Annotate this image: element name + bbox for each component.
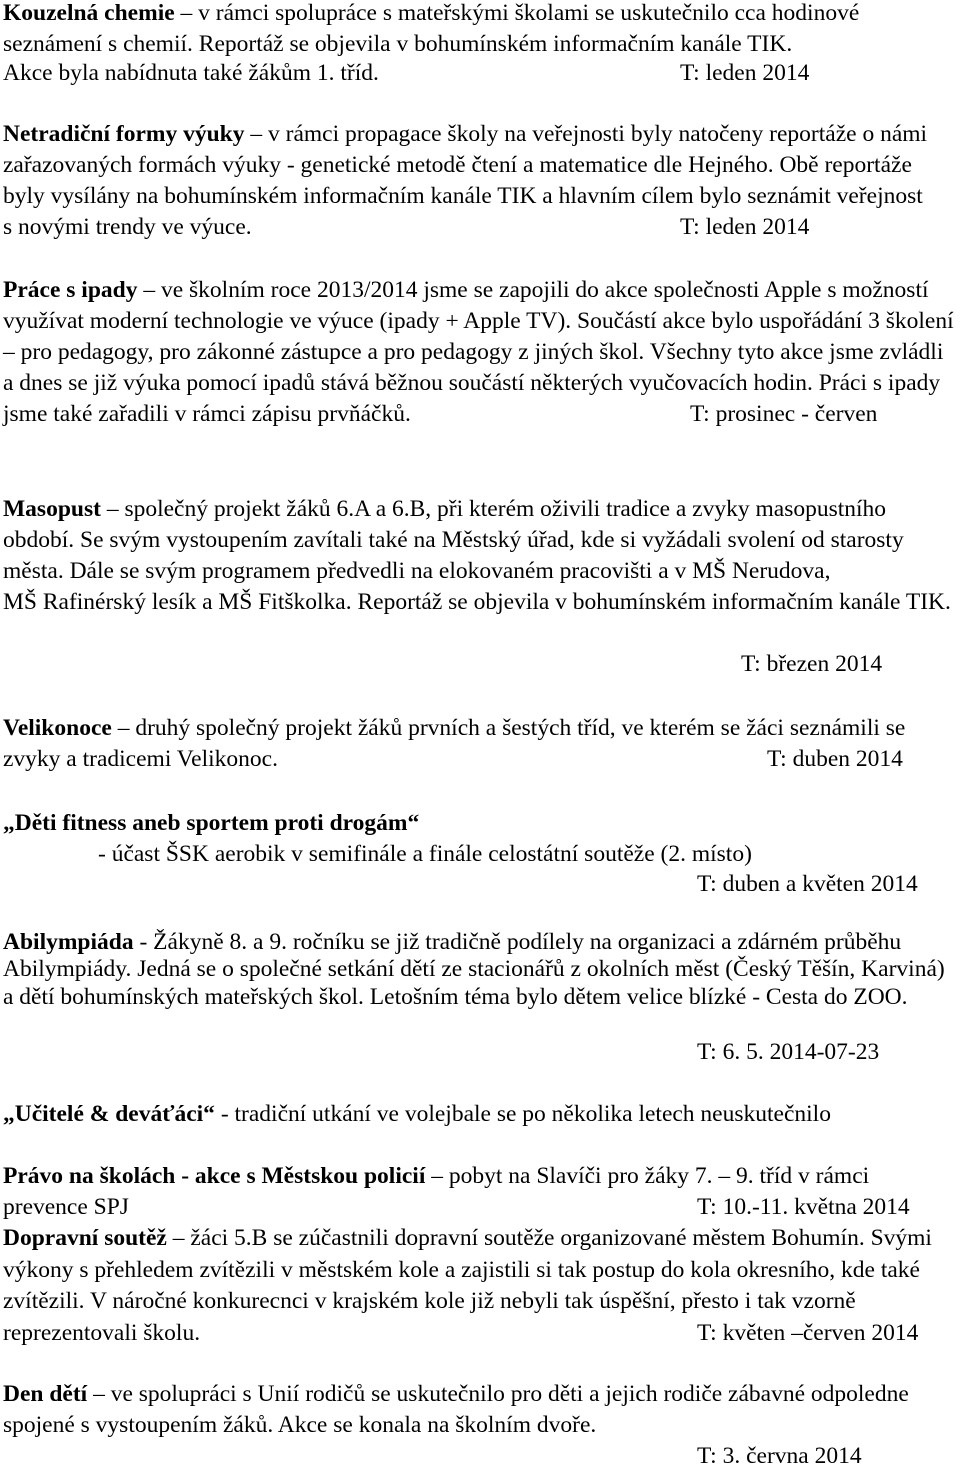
paragraph-line: a dnes se již výuka pomocí ipadů stává běžnou součástí některých vyučovacích hodin. Práci s ipady — [3, 370, 941, 396]
term-date: T: květen –červen 2014 — [697, 1320, 919, 1346]
paragraph-line: Abilympiády. Jedná se o společné setkání dětí ze stacionářů z okolních měst (Český Těšín, Karviná) — [3, 956, 945, 982]
section-title: Netradiční formy výuky — [3, 121, 245, 147]
paragraph-line: města. Dále se svým programem předvedli na elokovaném pracovišti a v MŠ Nerudova, — [3, 558, 831, 584]
section-title: Velikonoce — [3, 715, 112, 741]
section-text: – druhý společný projekt žáků prvních a šestých tříd, ve kterém se žáci seznámili se — [117, 715, 906, 741]
paragraph-line: zvyky a tradicemi Velikonoc. — [3, 746, 278, 772]
paragraph-line: zvítězili. V náročné konkurecnci v krajském kole již nebyli tak úspěšní, přesto i tak vzorně — [3, 1288, 856, 1314]
paragraph-line — [3, 1163, 870, 1189]
section-text: – v rámci propagace školy na veřejnosti byly natočeny reportáže o námi — [250, 121, 928, 147]
section-text: – ve spolupráci s Unií rodičů se uskutečnilo pro děti a jejich rodiče zábavné odpoledne — [93, 1381, 909, 1407]
paragraph-line: reprezentovali školu. — [3, 1320, 201, 1346]
paragraph-line — [3, 277, 929, 303]
term-date: T: 10.-11. května 2014 — [697, 1194, 910, 1220]
section-title: Abilympiáda — [3, 929, 134, 955]
section-title: Masopust — [3, 496, 101, 522]
section-text: - tradiční utkání ve volejbale se po několika letech neuskutečnilo — [220, 1101, 831, 1127]
term-date: T: 6. 5. 2014-07-23 — [697, 1039, 880, 1065]
term-date: T: březen 2014 — [741, 651, 883, 677]
term-date: T: duben 2014 — [767, 746, 903, 772]
paragraph-line: – pro pedagogy, pro zákonné zástupce a pro pedagogy z jiných škol. Všechny tyto akce jsme zvládli — [3, 339, 944, 365]
section-title: „Učitelé & deváťáci“ — [3, 1101, 215, 1127]
term-date: T: leden 2014 — [680, 60, 810, 86]
paragraph-line — [3, 496, 887, 522]
term-date: T: leden 2014 — [680, 214, 810, 240]
paragraph-line — [3, 0, 860, 26]
paragraph-line — [3, 715, 906, 741]
paragraph-line: období. Se svým vystoupením zavítali také na Městský úřad, kde si vyžádali svolení od starosty — [3, 527, 904, 553]
section-title: Dopravní soutěž — [3, 1225, 167, 1251]
paragraph-line — [3, 1101, 831, 1127]
section-title: „Děti fitness aneb sportem proti drogám“ — [3, 810, 420, 836]
paragraph-line: zařazovaných formách výuky - genetické metodě čtení a matematice dle Hejného. Obě reportáže — [3, 152, 912, 178]
paragraph-line: MŠ Rafinérský lesík a MŠ Fitškolka. Reportáž se objevila v bohumínském informačním kanále TIK. — [3, 589, 951, 615]
paragraph-line: jsme také zařadili v rámci zápisu prvňáčků. — [3, 401, 411, 427]
paragraph-line — [3, 121, 928, 147]
paragraph-line: prevence SPJ — [3, 1194, 129, 1220]
paragraph-line: s novými trendy ve výuce. — [3, 214, 252, 240]
paragraph-line: využívat moderní technologie ve výuce (ipady + Apple TV). Součástí akce bylo uspořádání 3 školení — [3, 308, 954, 334]
section-text: – ve školním roce 2013/2014 jsme se zapojili do akce společnosti Apple s možností — [143, 277, 929, 303]
paragraph-line — [3, 1381, 909, 1407]
section-text: – společný projekt žáků 6.A a 6.B, při kterém oživili tradice a zvyky masopustního — [106, 496, 887, 522]
paragraph-line: - účast ŠSK aerobik v semifinále a finále celostátní soutěže (2. místo) — [98, 841, 752, 867]
section-text: – žáci 5.B se zúčastnili dopravní soutěže organizované městem Bohumín. Svými — [172, 1225, 932, 1251]
paragraph-line: výkony s přehledem zvítězili v městském kole a zajistili si tak postup do kola okresního, kde také — [3, 1257, 920, 1283]
section-title: Kouzelná chemie — [3, 0, 175, 26]
section-text: - Žákyně 8. a 9. ročníku se již tradičně podílely na organizaci a zdárném průběhu — [139, 929, 902, 955]
section-title: Den dětí — [3, 1381, 88, 1407]
paragraph-line: seznámení s chemií. Reportáž se objevila v bohumínském informačním kanále TIK. — [3, 31, 793, 57]
section-title: Práce s ipady — [3, 277, 138, 303]
paragraph-line: byly vysílány na bohumínském informačním kanále TIK a hlavním cílem bylo seznámit veřejnost — [3, 183, 923, 209]
section-text: – pobyt na Slavíči pro žáky 7. – 9. tříd v rámci — [431, 1163, 870, 1189]
paragraph-line: a dětí bohumínských mateřských škol. Letošním téma bylo dětem velice blízké - Cesta do ZOO. — [3, 984, 908, 1010]
section-title: Právo na školách - akce s Městskou policií — [3, 1163, 426, 1189]
paragraph-line: spojené s vystoupením žáků. Akce se konala na školním dvoře. — [3, 1412, 597, 1438]
term-date: T: 3. června 2014 — [697, 1443, 862, 1466]
paragraph-line — [3, 1225, 932, 1251]
term-date: T: prosinec - červen — [690, 401, 878, 427]
section-text: – v rámci spolupráce s mateřskými školami se uskutečnilo cca hodinové — [180, 0, 860, 26]
paragraph-line — [3, 929, 902, 955]
term-date: T: duben a květen 2014 — [697, 871, 918, 897]
paragraph-line: Akce byla nabídnuta také žákům 1. tříd. — [3, 60, 379, 86]
